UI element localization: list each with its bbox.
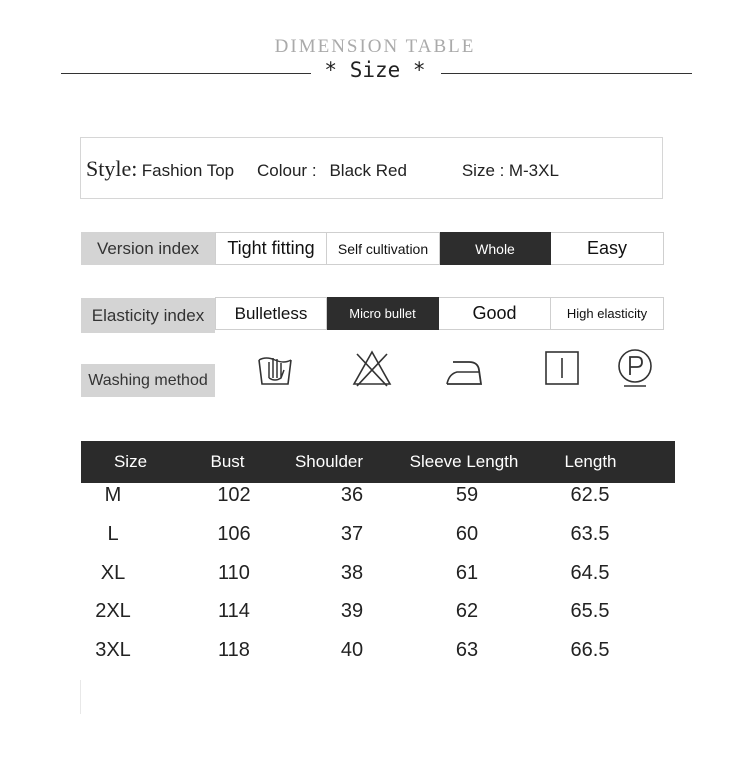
header-right-rule — [441, 73, 692, 74]
elasticity-option-bulletless: Bulletless — [215, 297, 327, 330]
washing-method-label: Washing method — [81, 364, 215, 397]
table-cell-sleeve-length: 63 — [455, 639, 479, 661]
table-cell-bust: 110 — [218, 562, 250, 584]
edge-mark — [80, 680, 81, 714]
table-cell-length: 62.5 — [570, 484, 610, 506]
table-cell-size: L — [107, 523, 119, 545]
elasticity-option-good: Good — [439, 297, 551, 330]
table-cell-size: M — [104, 484, 122, 506]
table-cell-shoulder: 40 — [340, 639, 364, 661]
version-index-label: Version index — [81, 232, 215, 265]
table-cell-size: 3XL — [95, 639, 131, 661]
table-cell-sleeve-length: 61 — [455, 562, 479, 584]
table-cell-bust: 102 — [217, 484, 251, 506]
size-label: Size : — [461, 161, 505, 180]
elasticity-index-row — [81, 297, 664, 330]
table-cell-sleeve-length: 60 — [455, 523, 479, 545]
table-cell-shoulder: 38 — [340, 562, 364, 584]
table-cell-length: 66.5 — [570, 639, 610, 661]
size-table-header — [81, 441, 675, 483]
column-header-length: Length — [564, 452, 617, 471]
style-label: Style: — [86, 156, 138, 181]
table-cell-shoulder: 36 — [340, 484, 364, 506]
iron-icon — [443, 350, 485, 392]
elasticity-index-label: Elasticity index — [81, 298, 215, 333]
table-cell-sleeve-length: 62 — [455, 600, 479, 622]
colour-value: Black Red — [329, 161, 407, 180]
version-option-whole: Whole — [440, 232, 551, 265]
hand-wash-icon — [254, 348, 296, 390]
colour-label: Colour : — [257, 161, 317, 180]
table-cell-shoulder: 39 — [340, 600, 364, 622]
table-cell-sleeve-length: 59 — [455, 484, 479, 506]
header-title: DIMENSION TABLE — [274, 36, 476, 57]
version-option-tight-fitting: Tight fitting — [215, 232, 327, 265]
tumble-dry-icon — [541, 347, 583, 389]
do-not-bleach-icon — [351, 347, 393, 389]
elasticity-option-micro-bullet: Micro bullet — [327, 297, 439, 330]
table-cell-length: 63.5 — [570, 523, 610, 545]
table-cell-bust: 114 — [218, 600, 250, 622]
column-header-size: Size — [113, 452, 148, 471]
table-cell-length: 65.5 — [570, 600, 610, 622]
table-cell-size: 2XL — [95, 600, 131, 622]
table-cell-size: XL — [100, 562, 126, 584]
column-header-bust: Bust — [210, 452, 245, 471]
version-index-row — [81, 232, 664, 265]
table-cell-shoulder: 37 — [340, 523, 364, 545]
style-info-row — [86, 156, 559, 182]
header-subtitle: * Size * — [324, 58, 426, 82]
style-value: Fashion Top — [141, 161, 235, 180]
dry-clean-p-icon — [614, 346, 656, 388]
table-cell-bust: 106 — [217, 523, 251, 545]
column-header-sleeve-length: Sleeve Length — [409, 452, 519, 471]
header-left-rule — [61, 73, 311, 74]
version-option-self-cultivation: Self cultivation — [327, 232, 440, 265]
column-header-shoulder: Shoulder — [294, 452, 364, 471]
version-option-easy: Easy — [551, 232, 664, 265]
elasticity-option-high-elasticity: High elasticity — [551, 297, 664, 330]
table-cell-bust: 118 — [218, 639, 250, 661]
size-value: M-3XL — [508, 161, 559, 180]
table-cell-length: 64.5 — [570, 562, 610, 584]
